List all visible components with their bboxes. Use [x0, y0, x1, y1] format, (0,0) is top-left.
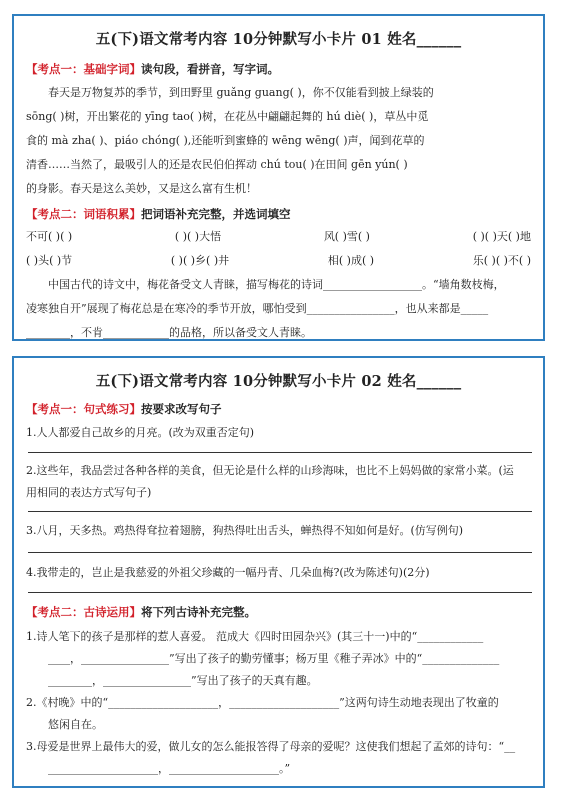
card-title: 五(下)语文常考内容 10分钟默写小卡片 01 姓名______ [95, 31, 462, 48]
answer-line[interactable] [28, 552, 532, 553]
idiom-blank[interactable]: ( )( )大悟 [174, 230, 222, 243]
dictation-card-02 [12, 356, 545, 788]
passage-line: 的身影。春天是这么美妙，又是这么富有生机！ [26, 182, 257, 195]
poem-question-2-continued: 悠闲自在。 [48, 718, 103, 731]
question-4: 4.我带走的，岂止是我慈爱的外祖父珍藏的一幅丹青、几朵血梅?(改为陈述句)(2分) [26, 566, 430, 579]
idiom-blank[interactable]: 乐( )( )不( ) [472, 254, 531, 267]
section-heading-sentence-practice [26, 401, 222, 417]
idiom-blank[interactable]: ( )( )乡( )井 [170, 254, 230, 267]
poem-question-1-continued[interactable]: ________，________________”写出了孩子的天真有趣。 [48, 674, 318, 687]
section-tag: 【考点二：古诗运用】 [26, 605, 141, 619]
passage-line[interactable]: 春天是万物复苏的季节，到田野里 guǎng guang( )，你不仅能看到披上绿装的 [48, 86, 434, 99]
dictation-card-01 [12, 14, 545, 341]
idiom-blank[interactable]: ( )头( )节 [26, 254, 73, 267]
passage-line[interactable]: 清香……当然了，最吸引人的还是农民伯伯挥动 chú tou( )在田间 gēn yún( ) [26, 158, 408, 171]
idiom-row [26, 252, 531, 268]
idiom-row [26, 228, 531, 244]
idiom-blank[interactable]: 风( )雪( ) [323, 230, 370, 243]
section-heading-word-accumulation [26, 206, 291, 222]
poem-question-3-continued[interactable]: ____________________，____________________。” [48, 762, 291, 775]
section-instruction: 将下列古诗补充完整。 [141, 605, 256, 619]
section-tag: 【考点一：句式练习】 [26, 402, 141, 416]
passage-line[interactable]: sōng( )树，开出繁花的 yīng tao( )树，在花丛中翩翩起舞的 hú diè( )，草丛中觅 [26, 110, 429, 123]
section-instruction: 把词语补充完整，并选词填空 [141, 207, 291, 221]
section-tag: 【考点二：词语积累】 [26, 207, 141, 221]
poem-question-1[interactable]: 1.诗人笔下的孩子是那样的惹人喜爱。 范成大《四时田园杂兴》(其三十一)中的“____________ [26, 630, 484, 643]
card-title: 五(下)语文常考内容 10分钟默写小卡片 02 姓名______ [95, 373, 462, 390]
answer-line[interactable] [28, 511, 532, 512]
answer-line[interactable] [28, 592, 532, 593]
section-heading-basic-words [26, 61, 279, 77]
idiom-blank[interactable]: 相( )成( ) [327, 254, 375, 267]
fill-paragraph-line[interactable]: 中国古代的诗文中，梅花备受文人青睐，描写梅花的诗词__________________。“墙角数枝梅， [48, 278, 505, 291]
passage-line[interactable]: 食的 mà zha( )、piáo chóng( ),还能听到蜜蜂的 wēng wēng( )声，闻到花草的 [26, 134, 425, 147]
idiom-blank[interactable]: ( )( )天( )地 [472, 230, 531, 243]
section-tag: 【考点一：基础字词】 [26, 62, 141, 76]
poem-question-2[interactable]: 2.《村晚》中的“____________________，____________________”这两句诗生动地表现出了牧童的 [26, 696, 499, 709]
section-heading-ancient-poems [26, 604, 256, 620]
question-2-continued: 用相同的表达方式写句子) [26, 486, 152, 499]
question-1: 1.人人都爱自己故乡的月亮。(改为双重否定句) [26, 426, 255, 439]
section-instruction: 按要求改写句子 [141, 402, 222, 416]
question-3: 3.八月，天多热。鸡热得耷拉着翅膀，狗热得吐出舌头，蝉热得不知如何是好。(仿写例句) [26, 524, 464, 537]
question-2: 2.这些年，我品尝过各种各样的美食，但无论是什么样的山珍海味，也比不上妈妈做的家常小菜。(运 [26, 464, 514, 477]
fill-paragraph-line[interactable]: 凌寒独自开”展现了梅花总是在寒冷的季节开放，哪怕受到________________，也从来都是_____ [26, 302, 489, 315]
answer-line[interactable] [28, 452, 532, 453]
fill-paragraph-line[interactable]: ________，不肯____________的品格，所以备受文人青睐。 [26, 326, 312, 339]
poem-question-3[interactable]: 3.母爱是世界上最伟大的爱，做儿女的怎么能报答得了母亲的爱呢？这使我们想起了孟郊的诗句：“__ [26, 740, 516, 753]
poem-question-1-continued[interactable]: ____，________________”写出了孩子的勤劳懂事；杨万里《稚子弄冰》中的“______________ [48, 652, 500, 665]
idiom-blank[interactable]: 不可( )( ) [26, 230, 73, 243]
section-instruction: 读句段，看拼音，写字词。 [141, 62, 279, 76]
